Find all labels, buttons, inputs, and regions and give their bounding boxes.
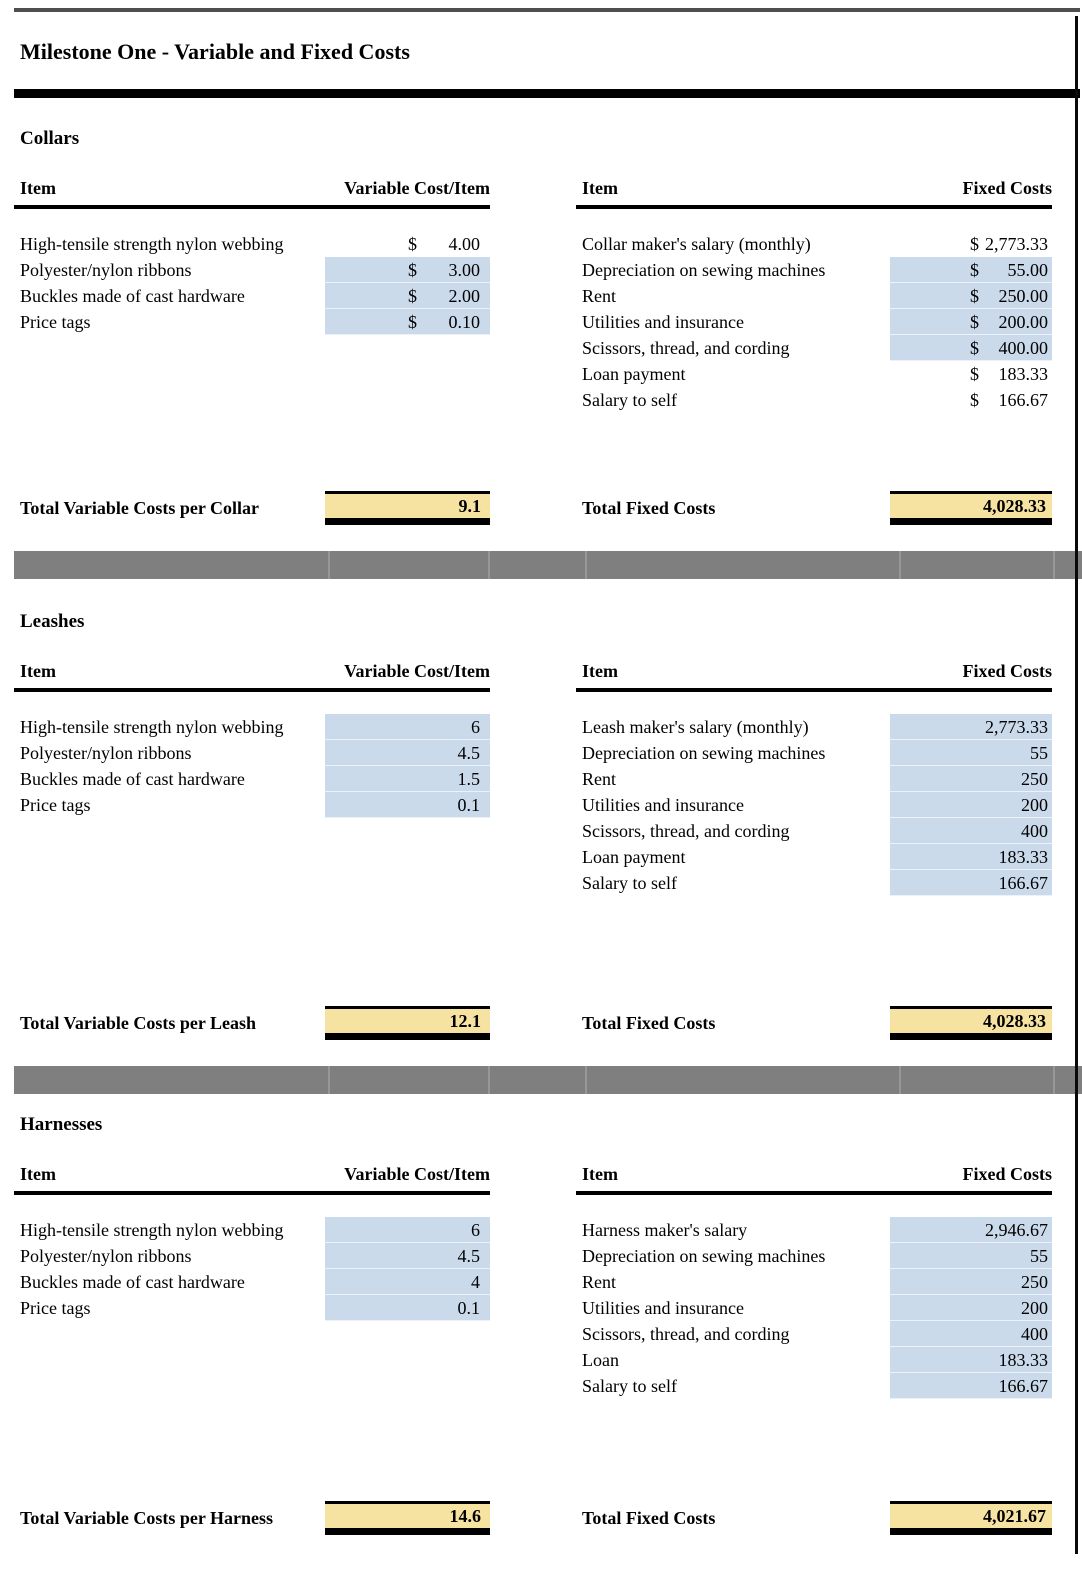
title-divider [14,89,1080,98]
table-row [576,1243,1052,1269]
table-header-row [576,178,1052,209]
value-number: 250.00 [998,285,1048,306]
row-value-cell [890,1243,1052,1269]
row-value-cell [890,714,1052,740]
fixed-costs-table [576,661,1052,1040]
row-value-cell [890,1295,1052,1321]
value-number: 250 [1021,768,1048,789]
currency-symbol: $ [970,285,979,306]
total-value: 14.6 [325,1501,490,1535]
value-number: 200.00 [998,311,1048,332]
value-box [970,1350,1048,1371]
value-number: 183.33 [998,846,1048,867]
total-label: Total Fixed Costs [582,1508,716,1528]
table-row [576,361,1052,387]
row-value-cell [325,231,490,257]
table-row [14,283,490,309]
value-number: 55 [1030,1245,1048,1266]
total-row [14,1501,490,1535]
grid-line [488,551,490,579]
value-box [970,795,1048,816]
row-value-cell [890,844,1052,870]
total-value: 4,028.33 [890,491,1052,525]
fixed-costs-table [576,178,1052,525]
table-row [576,309,1052,335]
row-item-label: Buckles made of cast hardware [20,768,245,789]
currency-symbol: $ [970,259,979,280]
row-item-label: Utilities and insurance [582,794,744,815]
total-row [576,1501,1052,1535]
value-number: 2.00 [448,285,480,306]
row-value-cell [890,335,1052,361]
value-box [970,286,1048,307]
table-row [14,1217,490,1243]
table-row [576,335,1052,361]
value-box [408,312,480,333]
item-column-header: Item [20,178,56,198]
currency-symbol: $ [408,311,417,332]
row-value-cell [325,766,490,792]
currency-symbol: $ [408,233,417,254]
table-row [14,792,490,818]
table-rows [576,231,1052,491]
row-item-label: Rent [582,768,616,789]
value-box [970,1298,1048,1319]
value-number: 400.00 [998,337,1048,358]
table-row [576,714,1052,740]
row-item-label: Loan payment [582,846,686,867]
row-item-label: Loan payment [582,363,686,384]
currency-symbol: $ [408,285,417,306]
row-value-cell [890,1321,1052,1347]
value-box [970,1324,1048,1345]
table-row [576,1269,1052,1295]
row-item-label: Scissors, thread, and cording [582,1323,790,1344]
currency-symbol: $ [408,259,417,280]
table-row [576,231,1052,257]
section-heading: Harnesses [20,1114,103,1135]
row-item-label: Scissors, thread, and cording [582,337,790,358]
value-number: 250 [1021,1271,1048,1292]
row-value-cell [325,1217,490,1243]
value-box [408,717,480,738]
total-label: Total Variable Costs per Harness [20,1508,274,1528]
row-value-cell [890,1217,1052,1243]
value-box [970,769,1048,790]
row-item-label: Salary to self [582,389,677,410]
currency-symbol: $ [970,233,979,254]
grid-line [899,1066,901,1094]
total-label: Total Fixed Costs [582,498,716,518]
value-box [970,873,1048,894]
value-box [970,847,1048,868]
table-header-row [14,178,490,209]
total-label: Total Variable Costs per Collar [20,498,260,518]
value-number: 0.10 [448,311,480,332]
total-value: 9.1 [325,491,490,525]
row-value-cell [325,1295,490,1321]
total-label: Total Variable Costs per Leash [20,1013,257,1033]
variable-costs-table [14,178,490,525]
value-box [408,1298,480,1319]
total-row [14,491,490,525]
section-tables [14,661,1082,1040]
value-box [408,795,480,816]
row-value-cell [890,1269,1052,1295]
item-column-header: Item [582,178,618,198]
value-box [970,743,1048,764]
grid-line [488,1066,490,1094]
value-number: 4.00 [448,233,480,254]
table-rows [576,1217,1052,1501]
value-number: 183.33 [998,363,1048,384]
item-column-header: Item [582,1164,618,1184]
row-item-label: Scissors, thread, and cording [582,820,790,841]
row-item-label: High-tensile strength nylon webbing [20,233,284,254]
table-row [576,1295,1052,1321]
table-row [576,1321,1052,1347]
row-item-label: Leash maker's salary (monthly) [582,716,809,737]
value-box [408,1246,480,1267]
grid-line [899,551,901,579]
grid-line [328,551,330,579]
row-item-label: Depreciation on sewing machines [582,1245,826,1266]
cost-section [14,611,1082,1040]
value-number: 0.1 [457,1297,480,1318]
value-box [408,234,480,255]
sections-container [0,128,1082,1535]
value-number: 2,773.33 [985,233,1048,254]
section-divider-band [14,1066,1082,1094]
table-row [576,1347,1052,1373]
row-item-label: Polyester/nylon ribbons [20,1245,192,1266]
variable-costs-table [14,661,490,1040]
row-value-cell [890,792,1052,818]
cost-section [14,1114,1082,1535]
row-value-cell [890,766,1052,792]
section-tables [14,178,1082,525]
cost-section [14,128,1082,525]
row-value-cell [890,818,1052,844]
value-box [408,1272,480,1293]
value-number: 6 [471,716,480,737]
row-item-label: Buckles made of cast hardware [20,1271,245,1292]
table-header-row [576,1164,1052,1195]
row-item-label: Rent [582,1271,616,1292]
row-item-label: Price tags [20,1297,91,1318]
row-item-label: High-tensile strength nylon webbing [20,716,284,737]
currency-symbol: $ [970,311,979,332]
row-value-cell [325,740,490,766]
table-row [14,740,490,766]
row-item-label: High-tensile strength nylon webbing [20,1219,284,1240]
row-item-label: Salary to self [582,872,677,893]
value-box [408,769,480,790]
value-number: 0.1 [457,794,480,815]
value-number: 3.00 [448,259,480,280]
row-item-label: Utilities and insurance [582,1297,744,1318]
table-row [14,1269,490,1295]
table-row [576,792,1052,818]
row-item-label: Loan [582,1349,619,1370]
table-row [576,1373,1052,1399]
table-rows [14,1217,490,1501]
row-value-cell [325,257,490,283]
table-row [576,818,1052,844]
row-value-cell [325,1243,490,1269]
row-value-cell [890,1347,1052,1373]
value-number: 166.67 [998,389,1048,410]
fixed-costs-table [576,1164,1052,1535]
total-row [576,1006,1052,1040]
value-box [408,743,480,764]
value-number: 2,946.67 [985,1219,1048,1240]
table-rows [14,231,490,491]
table-row [576,387,1052,413]
total-value: 4,028.33 [890,1006,1052,1040]
cost-column-header: Variable Cost/Item [344,178,490,198]
table-row [14,766,490,792]
item-column-header: Item [582,661,618,681]
value-number: 4 [471,1271,480,1292]
table-header-row [14,661,490,692]
table-row [14,1295,490,1321]
currency-symbol: $ [970,363,979,384]
cost-column-header: Fixed Costs [962,178,1052,198]
value-box [408,1220,480,1241]
value-box [970,390,1048,411]
total-value: 4,021.67 [890,1501,1052,1535]
table-header-row [576,661,1052,692]
total-row [576,491,1052,525]
value-number: 200 [1021,1297,1048,1318]
value-box [970,1220,1048,1241]
grid-line [1053,551,1055,579]
row-item-label: Price tags [20,311,91,332]
variable-costs-table [14,1164,490,1535]
value-number: 400 [1021,820,1048,841]
row-item-label: Polyester/nylon ribbons [20,742,192,763]
total-value: 12.1 [325,1006,490,1040]
row-item-label: Buckles made of cast hardware [20,285,245,306]
grid-line [1053,1066,1055,1094]
section-tables [14,1164,1082,1535]
row-value-cell [325,714,490,740]
total-row [14,1006,490,1040]
row-item-label: Polyester/nylon ribbons [20,259,192,280]
value-box [970,1272,1048,1293]
grid-line [328,1066,330,1094]
item-column-header: Item [20,1164,56,1184]
section-heading: Leashes [20,611,85,632]
section-divider-band [14,551,1082,579]
value-number: 4.5 [457,742,480,763]
table-row [14,309,490,335]
item-column-header: Item [20,661,56,681]
row-value-cell [325,283,490,309]
row-value-cell [325,1269,490,1295]
row-value-cell [890,283,1052,309]
row-value-cell [890,387,1052,413]
row-value-cell [890,870,1052,896]
value-box [970,234,1048,255]
row-item-label: Collar maker's salary (monthly) [582,233,811,254]
row-value-cell [890,257,1052,283]
value-number: 200 [1021,794,1048,815]
table-header-row [14,1164,490,1195]
value-box [970,364,1048,385]
row-value-cell [890,740,1052,766]
value-number: 2,773.33 [985,716,1048,737]
value-box [970,821,1048,842]
table-row [576,844,1052,870]
cost-column-header: Fixed Costs [962,1164,1052,1184]
row-item-label: Harness maker's salary [582,1219,748,1240]
value-box [970,260,1048,281]
top-border [14,8,1080,12]
table-row [576,740,1052,766]
row-value-cell [325,792,490,818]
table-row [14,231,490,257]
row-value-cell [890,309,1052,335]
row-value-cell [890,231,1052,257]
table-rows [576,714,1052,1006]
value-box [408,286,480,307]
row-item-label: Price tags [20,794,91,815]
value-box [970,338,1048,359]
table-row [14,257,490,283]
value-number: 6 [471,1219,480,1240]
row-item-label: Depreciation on sewing machines [582,259,826,280]
grid-line [585,1066,587,1094]
table-row [576,766,1052,792]
table-row [576,257,1052,283]
grid-line [585,551,587,579]
value-box [408,260,480,281]
section-heading: Collars [20,128,80,149]
value-number: 183.33 [998,1349,1048,1370]
value-box [970,312,1048,333]
cost-column-header: Variable Cost/Item [344,661,490,681]
table-row [14,1243,490,1269]
value-number: 55.00 [1007,259,1048,280]
row-value-cell [325,309,490,335]
value-number: 400 [1021,1323,1048,1344]
row-item-label: Utilities and insurance [582,311,744,332]
page-title: Milestone One - Variable and Fixed Costs [20,39,410,64]
page-right-border [1075,16,1078,1554]
row-value-cell [890,361,1052,387]
currency-symbol: $ [970,389,979,410]
value-box [970,717,1048,738]
row-item-label: Rent [582,285,616,306]
table-rows [14,714,490,1006]
value-number: 1.5 [457,768,480,789]
total-label: Total Fixed Costs [582,1013,716,1033]
value-box [970,1376,1048,1397]
row-item-label: Salary to self [582,1375,677,1396]
value-number: 55 [1030,742,1048,763]
table-row [576,283,1052,309]
table-row [14,714,490,740]
cost-column-header: Variable Cost/Item [344,1164,490,1184]
row-item-label: Depreciation on sewing machines [582,742,826,763]
value-number: 166.67 [998,872,1048,893]
row-value-cell [890,1373,1052,1399]
cost-column-header: Fixed Costs [962,661,1052,681]
value-number: 166.67 [998,1375,1048,1396]
table-row [576,870,1052,896]
currency-symbol: $ [970,337,979,358]
value-box [970,1246,1048,1267]
table-row [576,1217,1052,1243]
value-number: 4.5 [457,1245,480,1266]
